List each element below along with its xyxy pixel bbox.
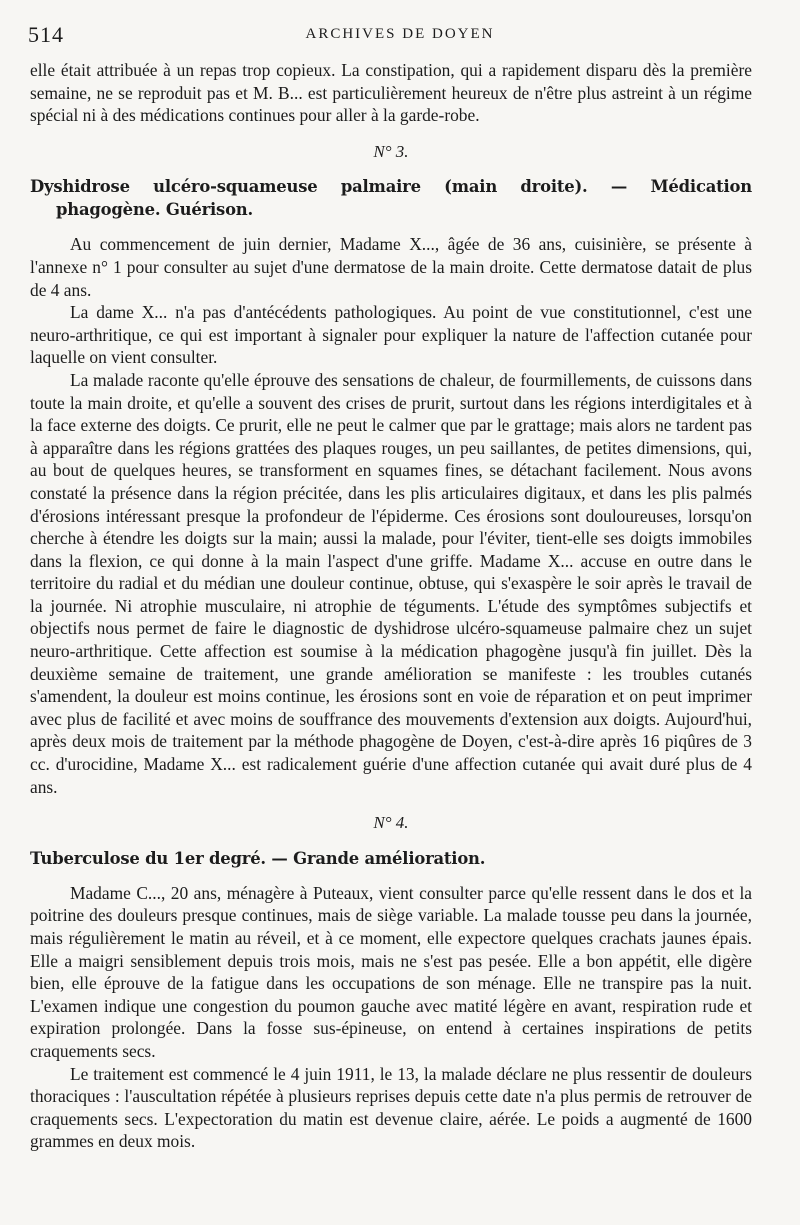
case-3-paragraph: La malade raconte qu'elle éprouve des sensations de chaleur, de fourmillements, de cuissons dans toute la main droite, et qu'elle a souvent des crises de prurit, surtout dans les régions interdigitales et à la face externe des doigts. Ce prurit, elle ne peut le calmer que par le grattage; mais alors ne tardent pas à apparaître dans les régions grattées des plaques rouges, un peu saillantes, de petites dimensions, qui, au bout de quelques heures, se transforment en squames fines, se détachant facilement. Nous avons constaté la présence dans la région précitée, dans les plis articulaires digitaux, et dans les plis palmés d'érosions intéressant presque la profondeur de l'épiderme. Ces érosions sont douloureuses, lorsqu'on cherche à étendre les doigts sur la main; aussi la malade, pour l'éviter, tient-elle ses doigts immobiles dans la flexion, ce qui donne à la main l'aspect d'une griffe. Madame X... accuse en outre dans le territoire du radial et du médian une douleur continue, obtuse, qui s'exaspère le soir après le travail de la journée. Ni atrophie musculaire, ni atrophie de téguments. L'étude des symptômes subjectifs et objectifs nous permet de faire le diagnostic de dyshidrose ulcéro-squameuse palmaire chez un sujet neuro-arthritique. Cette affection est soumise à la médication phagogène jusqu'à fin juillet. Dès la deuxième semaine de traitement, une grande amélioration se manifeste : les troubles cutanés s'amendent, la douleur est moins continue, les érosions sont en voie de réparation et on peut imprimer avec plus de facilité et avec moins de souffrance des mouvements d'extension aux doigts. Aujourd'hui, après deux mois de traitement par la méthode phagogène de Doyen, c'est-à-dire après 16 piqûres de 3 cc. d'urocidine, Madame X... est radicalement guérie d'une affection cutanée qui avait duré plus de 4 ans. (30, 369, 752, 797)
case-4-paragraph: Le traitement est commencé le 4 juin 1911, le 13, la malade déclare ne plus ressentir de douleurs thoraciques : l'auscultation répétée à plusieurs reprises depuis cette date n'a plus permis de retrouver de craquements secs. L'expectoration du matin est devenue claire, aérée. Le poids a augmenté de 1600 grammes en deux mois. (30, 1063, 752, 1152)
case-3-paragraph: La dame X... n'a pas d'antécédents pathologiques. Au point de vue constitutionnel, c'est une neuro-arthritique, ce qui est important à signaler pour expliquer la nature de l'affection cutanée pour laquelle on vient consulter. (30, 302, 752, 368)
running-title: ARCHIVES DE DOYEN (305, 26, 495, 42)
case-3-title: Dyshidrose ulcéro-squameuse palmaire (main droite). — Médication phagogène. Guérison. (30, 177, 752, 220)
case-4-number: N° 4. (373, 813, 409, 833)
case-4-title: Tuberculose du 1er degré. — Grande amélioration. (30, 848, 486, 868)
case-4-paragraph: Madame C..., 20 ans, ménagère à Puteaux, vient consulter parce qu'elle ressent dans le dos et la poitrine des douleurs presque continues, mais de siège variable. La malade tousse peu dans la journée, mais régulièrement le matin au réveil, et à ce moment, elle expectore quelques crachats jaunes épais. Elle a maigri sensiblement depuis trois mois, mais ne s'est pas pesée. Elle a bon appétit, elle digère bien, elle éprouve de la fatigue dans les occupations de son ménage. Elle ne transpire pas la nuit. L'examen indique une congestion du poumon gauche avec matité légère en avant, respiration rude et expiration prolongée. Dans la fosse sus-épineuse, on entend à certaines inspirations de petits craquements secs. (30, 882, 752, 1061)
case-3-number: N° 3. (373, 141, 409, 161)
body-text (30, 59, 752, 1153)
page-number: 514 (28, 22, 64, 47)
case-3-paragraph: Au commencement de juin dernier, Madame X..., âgée de 36 ans, cuisinière, se présente à l'annexe n° 1 pour consulter au sujet d'une dermatose de la main droite. Cette dermatose datait de plus de 4 ans. (30, 234, 752, 300)
intro-paragraph: elle était attribuée à un repas trop copieux. La constipation, qui a rapidement disparu dès la première semaine, ne se reproduit pas et M. B... est particulièrement heureux de n'être plus astreint à un régime spécial ni à des médications continues pour aller à la garde-robe. (30, 60, 752, 126)
running-head (28, 22, 772, 50)
